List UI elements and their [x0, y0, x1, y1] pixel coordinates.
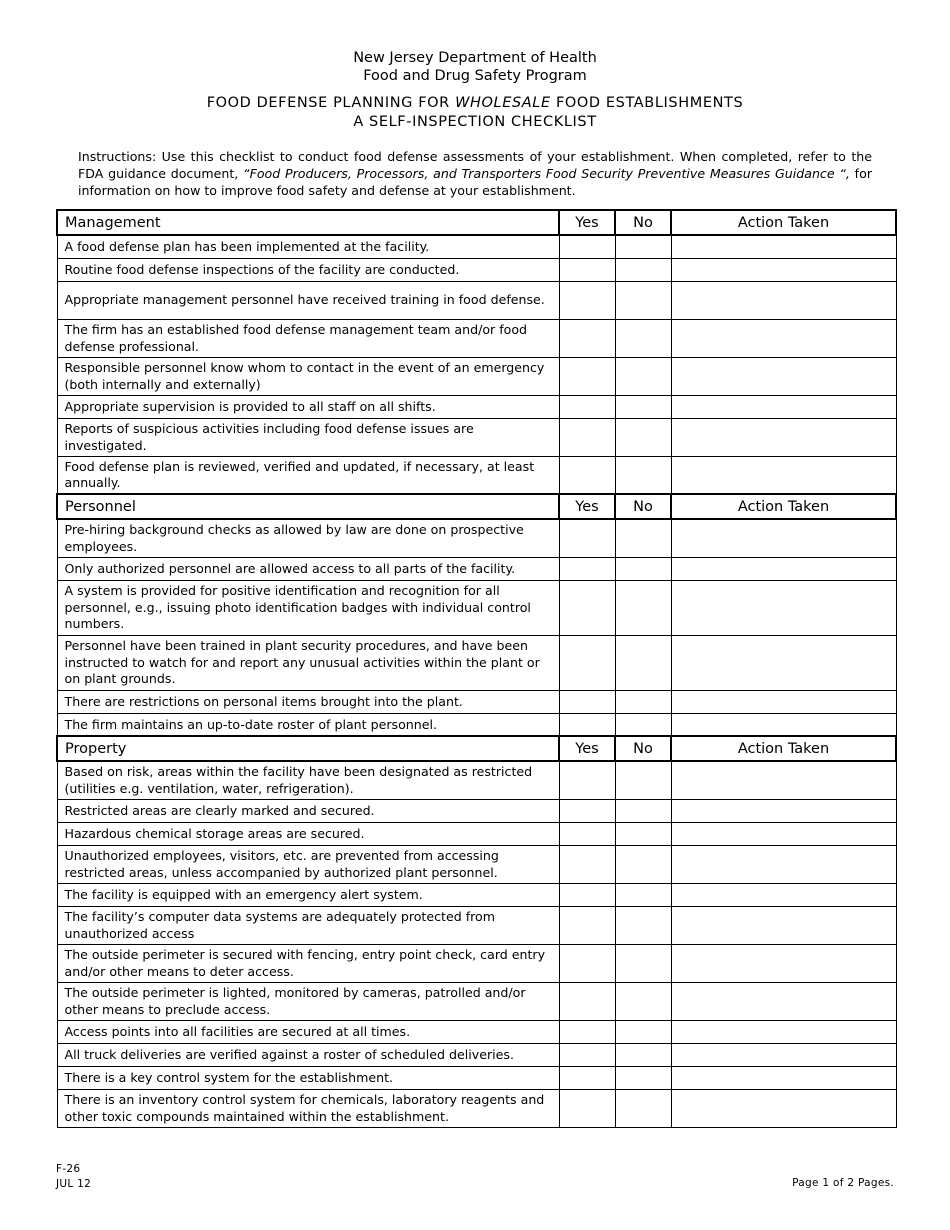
no-checkbox-cell[interactable] — [615, 519, 671, 557]
no-checkbox-cell[interactable] — [615, 395, 671, 418]
action-taken-cell[interactable] — [671, 1020, 896, 1043]
no-checkbox-cell[interactable] — [615, 281, 671, 319]
no-column-header: No — [615, 494, 671, 519]
yes-checkbox-cell[interactable] — [559, 519, 615, 557]
no-checkbox-cell[interactable] — [615, 883, 671, 906]
checklist-item-text: Routine food defense inspections of the facility are conducted. — [57, 258, 559, 281]
checklist-item-text: There are restrictions on personal items brought into the plant. — [57, 690, 559, 713]
checklist-item-text: Personnel have been trained in plant security procedures, and have been instructed to watch for and report any unusual activities within the plant or on plant grounds. — [57, 635, 559, 690]
checklist-row — [57, 456, 896, 494]
yes-checkbox-cell[interactable] — [559, 1043, 615, 1066]
action-taken-cell[interactable] — [671, 761, 896, 799]
checklist-item-text: The facility’s computer data systems are adequately protected from unauthorized access — [57, 906, 559, 944]
checklist-row — [57, 258, 896, 281]
checklist-item-text: Unauthorized employees, visitors, etc. are prevented from accessing restricted areas, unless accompanied by authorized plant personnel. — [57, 845, 559, 883]
section-title: Property — [57, 736, 559, 761]
no-checkbox-cell[interactable] — [615, 1066, 671, 1089]
checklist-item-text: Food defense plan is reviewed, verified and updated, if necessary, at least annually. — [57, 456, 559, 494]
action-taken-column-header: Action Taken — [671, 210, 896, 235]
checklist-item-text: Based on risk, areas within the facility have been designated as restricted (utilities e.g. ventilation, water, refrigeration). — [57, 761, 559, 799]
action-taken-column-header: Action Taken — [671, 494, 896, 519]
yes-checkbox-cell[interactable] — [559, 258, 615, 281]
checklist-row — [57, 1089, 896, 1127]
instructions: Instructions: Use this checklist to conduct food defense assessments of your establishment. When completed, refer to the FDA guidance document, “Food Producers, Processors, and Transporters Food Security Preventive Measures Guidance “, for information on how to improve food safety and defense at your establishment. — [78, 149, 872, 198]
checklist-row — [57, 1043, 896, 1066]
no-checkbox-cell[interactable] — [615, 557, 671, 580]
section-title: Management — [57, 210, 559, 235]
fda-guidance-title: “Food Producers, Processors, and Transporters Food Security Preventive Measures Guidance “, — [243, 166, 850, 181]
checklist-row — [57, 557, 896, 580]
action-taken-cell[interactable] — [671, 1089, 896, 1127]
checklist-row — [57, 690, 896, 713]
no-checkbox-cell[interactable] — [615, 822, 671, 845]
document-title: FOOD DEFENSE PLANNING FOR WHOLESALE FOOD ESTABLISHMENTS — [206, 95, 744, 111]
action-taken-cell[interactable] — [671, 557, 896, 580]
action-taken-cell[interactable] — [671, 906, 896, 944]
yes-checkbox-cell[interactable] — [559, 799, 615, 822]
yes-column-header: Yes — [559, 494, 615, 519]
no-checkbox-cell[interactable] — [615, 357, 671, 395]
yes-checkbox-cell[interactable] — [559, 1066, 615, 1089]
no-checkbox-cell[interactable] — [615, 845, 671, 883]
yes-checkbox-cell[interactable] — [559, 357, 615, 395]
no-checkbox-cell[interactable] — [615, 580, 671, 635]
checklist-item-text: Access points into all facilities are secured at all times. — [57, 1020, 559, 1043]
no-checkbox-cell[interactable] — [615, 1020, 671, 1043]
action-taken-cell[interactable] — [671, 822, 896, 845]
yes-checkbox-cell[interactable] — [559, 944, 615, 982]
checklist-item-text: The facility is equipped with an emergency alert system. — [57, 883, 559, 906]
no-checkbox-cell[interactable] — [615, 799, 671, 822]
no-column-header: No — [615, 210, 671, 235]
checklist-row — [57, 357, 896, 395]
no-checkbox-cell[interactable] — [615, 235, 671, 258]
action-taken-cell[interactable] — [671, 713, 896, 736]
page-number: Page 1 of 2 Pages. — [792, 1177, 894, 1189]
yes-checkbox-cell[interactable] — [559, 395, 615, 418]
no-checkbox-cell[interactable] — [615, 1089, 671, 1127]
yes-checkbox-cell[interactable] — [559, 319, 615, 357]
no-checkbox-cell[interactable] — [615, 319, 671, 357]
yes-checkbox-cell[interactable] — [559, 690, 615, 713]
checklist-row — [57, 944, 896, 982]
no-checkbox-cell[interactable] — [615, 906, 671, 944]
yes-checkbox-cell[interactable] — [559, 845, 615, 883]
checklist-item-text: Restricted areas are clearly marked and secured. — [57, 799, 559, 822]
yes-column-header: Yes — [559, 736, 615, 761]
action-taken-cell[interactable] — [671, 319, 896, 357]
section-header-row — [57, 494, 896, 519]
no-checkbox-cell[interactable] — [615, 258, 671, 281]
checklist-item-text: There is an inventory control system for chemicals, laboratory reagents and other toxic compounds maintained within the establishment. — [57, 1089, 559, 1127]
yes-checkbox-cell[interactable] — [559, 822, 615, 845]
program-name: Food and Drug Safety Program — [363, 68, 587, 84]
action-taken-cell[interactable] — [671, 1066, 896, 1089]
yes-checkbox-cell[interactable] — [559, 557, 615, 580]
checklist-item-text: The outside perimeter is lighted, monitored by cameras, patrolled and/or other means to preclude access. — [57, 982, 559, 1020]
action-taken-cell[interactable] — [671, 799, 896, 822]
checklist-item-text: A food defense plan has been implemented at the facility. — [57, 235, 559, 258]
checklist-item-text: Only authorized personnel are allowed access to all parts of the facility. — [57, 557, 559, 580]
action-taken-cell[interactable] — [671, 235, 896, 258]
no-checkbox-cell[interactable] — [615, 635, 671, 690]
yes-checkbox-cell[interactable] — [559, 635, 615, 690]
action-taken-cell[interactable] — [671, 944, 896, 982]
checklist-item-text: Reports of suspicious activities including food defense issues are investigated. — [57, 418, 559, 456]
action-taken-cell[interactable] — [671, 519, 896, 557]
yes-checkbox-cell[interactable] — [559, 456, 615, 494]
no-column-header: No — [615, 736, 671, 761]
checklist-item-text: Appropriate supervision is provided to all staff on all shifts. — [57, 395, 559, 418]
checklist-item-text: Pre-hiring background checks as allowed by law are done on prospective employees. — [57, 519, 559, 557]
action-taken-cell[interactable] — [671, 357, 896, 395]
checklist-row — [57, 761, 896, 799]
checklist-row — [57, 519, 896, 557]
checklist-row — [57, 906, 896, 944]
action-taken-cell[interactable] — [671, 635, 896, 690]
form-info — [56, 1162, 91, 1192]
no-checkbox-cell[interactable] — [615, 982, 671, 1020]
checklist-row — [57, 395, 896, 418]
no-checkbox-cell[interactable] — [615, 713, 671, 736]
no-checkbox-cell[interactable] — [615, 456, 671, 494]
no-checkbox-cell[interactable] — [615, 761, 671, 799]
document-subtitle: A SELF-INSPECTION CHECKLIST — [353, 114, 597, 130]
no-checkbox-cell[interactable] — [615, 690, 671, 713]
checklist-row — [57, 822, 896, 845]
checklist-item-text: Responsible personnel know whom to contact in the event of an emergency (both internally and externally) — [57, 357, 559, 395]
action-taken-cell[interactable] — [671, 690, 896, 713]
checklist-row — [57, 982, 896, 1020]
action-taken-cell[interactable] — [671, 845, 896, 883]
action-taken-cell[interactable] — [671, 395, 896, 418]
checklist-table — [56, 209, 897, 1128]
action-taken-cell[interactable] — [671, 982, 896, 1020]
section-header-row — [57, 736, 896, 761]
no-checkbox-cell[interactable] — [615, 1043, 671, 1066]
yes-checkbox-cell[interactable] — [559, 982, 615, 1020]
yes-checkbox-cell[interactable] — [559, 281, 615, 319]
action-taken-cell[interactable] — [671, 258, 896, 281]
checklist-row — [57, 281, 896, 319]
yes-checkbox-cell[interactable] — [559, 1089, 615, 1127]
action-taken-cell[interactable] — [671, 281, 896, 319]
checklist-row — [57, 580, 896, 635]
checklist-row — [57, 635, 896, 690]
yes-checkbox-cell[interactable] — [559, 580, 615, 635]
checklist-item-text: Appropriate management personnel have received training in food defense. — [57, 281, 559, 319]
checklist-row — [57, 713, 896, 736]
action-taken-cell[interactable] — [671, 883, 896, 906]
checklist-row — [57, 845, 896, 883]
title-wholesale: WHOLESALE — [455, 95, 551, 111]
yes-checkbox-cell[interactable] — [559, 1020, 615, 1043]
action-taken-cell[interactable] — [671, 1043, 896, 1066]
action-taken-column-header: Action Taken — [671, 736, 896, 761]
yes-checkbox-cell[interactable] — [559, 906, 615, 944]
action-taken-cell[interactable] — [671, 580, 896, 635]
checklist-item-text: The outside perimeter is secured with fencing, entry point check, card entry and/or other means to deter access. — [57, 944, 559, 982]
form-date: JUL 12 — [56, 1178, 92, 1190]
section-header-row — [57, 210, 896, 235]
checklist-item-text: Hazardous chemical storage areas are secured. — [57, 822, 559, 845]
checklist-row — [57, 418, 896, 456]
action-taken-cell[interactable] — [671, 456, 896, 494]
yes-checkbox-cell[interactable] — [559, 713, 615, 736]
yes-checkbox-cell[interactable] — [559, 761, 615, 799]
document-header — [0, 49, 950, 132]
checklist-row — [57, 235, 896, 258]
checklist-row — [57, 1020, 896, 1043]
checklist-item-text: The firm has an established food defense management team and/or food defense professional. — [57, 319, 559, 357]
checklist-item-text: There is a key control system for the establishment. — [57, 1066, 559, 1089]
checklist-row — [57, 799, 896, 822]
section-title: Personnel — [57, 494, 559, 519]
no-checkbox-cell[interactable] — [615, 418, 671, 456]
yes-checkbox-cell[interactable] — [559, 883, 615, 906]
yes-checkbox-cell[interactable] — [559, 235, 615, 258]
checklist-item-text: The firm maintains an up-to-date roster of plant personnel. — [57, 713, 559, 736]
no-checkbox-cell[interactable] — [615, 944, 671, 982]
department-name: New Jersey Department of Health — [353, 50, 597, 66]
checklist-item-text: A system is provided for positive identification and recognition for all personnel, e.g., issuing photo identification badges with individual control numbers. — [57, 580, 559, 635]
checklist-item-text: All truck deliveries are verified against a roster of scheduled deliveries. — [57, 1043, 559, 1066]
checklist-row — [57, 319, 896, 357]
form-number: F-26 — [56, 1163, 81, 1175]
checklist-row — [57, 883, 896, 906]
yes-checkbox-cell[interactable] — [559, 418, 615, 456]
yes-column-header: Yes — [559, 210, 615, 235]
action-taken-cell[interactable] — [671, 418, 896, 456]
checklist-row — [57, 1066, 896, 1089]
